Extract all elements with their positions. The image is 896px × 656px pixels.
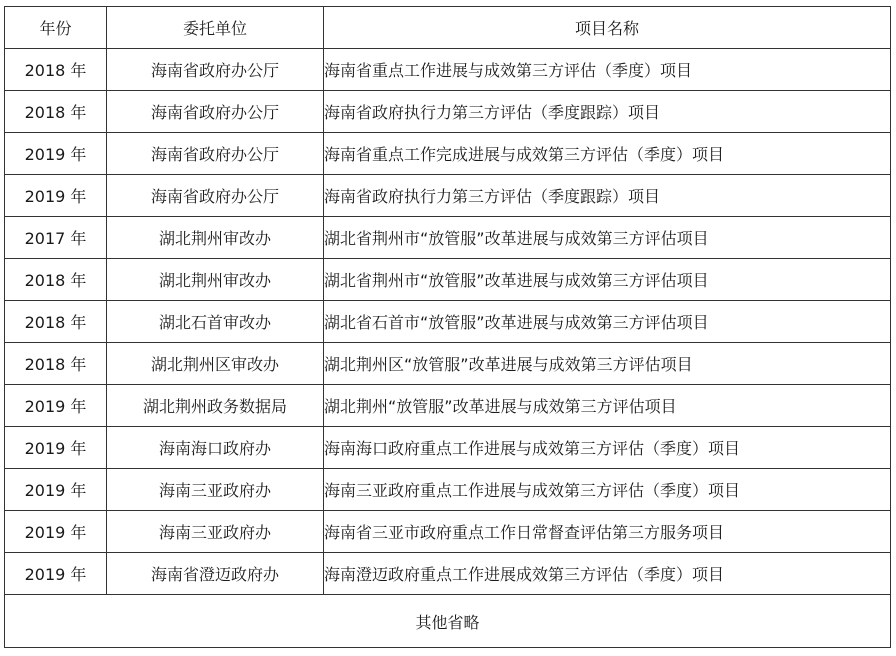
cell-name: 湖北荆州“放管服”改革进展与成效第三方评估项目 [324, 385, 891, 427]
cell-unit: 海南省政府办公厅 [107, 175, 324, 217]
cell-unit: 湖北荆州政务数据局 [107, 385, 324, 427]
cell-name: 海南三亚政府重点工作进展与成效第三方评估（季度）项目 [324, 469, 891, 511]
cell-unit: 海南三亚政府办 [107, 511, 324, 553]
cell-year: 2017 年 [5, 217, 107, 259]
table-row [5, 175, 891, 217]
cell-year: 2019 年 [5, 553, 107, 595]
cell-name: 海南省政府执行力第三方评估（季度跟踪）项目 [324, 175, 891, 217]
cell-year: 2018 年 [5, 49, 107, 91]
cell-unit: 海南省政府办公厅 [107, 133, 324, 175]
cell-name: 湖北省荆州市“放管服”改革进展与成效第三方评估项目 [324, 217, 891, 259]
cell-name: 海南省政府执行力第三方评估（季度跟踪）项目 [324, 91, 891, 133]
header-year: 年份 [5, 7, 107, 49]
cell-name: 湖北省石首市“放管服”改革进展与成效第三方评估项目 [324, 301, 891, 343]
header-unit: 委托单位 [107, 7, 324, 49]
cell-year: 2019 年 [5, 133, 107, 175]
cell-name: 海南省重点工作进展与成效第三方评估（季度）项目 [324, 49, 891, 91]
table-row [5, 49, 891, 91]
table-row [5, 343, 891, 385]
cell-unit: 海南海口政府办 [107, 427, 324, 469]
table-row [5, 553, 891, 595]
cell-unit: 湖北石首审改办 [107, 301, 324, 343]
cell-year: 2018 年 [5, 301, 107, 343]
table-row [5, 91, 891, 133]
table-row [5, 217, 891, 259]
cell-year: 2019 年 [5, 385, 107, 427]
table-row [5, 259, 891, 301]
cell-name: 海南海口政府重点工作进展与成效第三方评估（季度）项目 [324, 427, 891, 469]
table-row [5, 469, 891, 511]
cell-unit: 湖北荆州审改办 [107, 217, 324, 259]
footer-note: 其他省略 [5, 595, 891, 648]
cell-name: 海南澄迈政府重点工作进展成效第三方评估（季度）项目 [324, 553, 891, 595]
header-row [5, 7, 891, 49]
cell-unit: 海南省澄迈政府办 [107, 553, 324, 595]
table-row [5, 511, 891, 553]
table-row [5, 385, 891, 427]
cell-unit: 湖北荆州区审改办 [107, 343, 324, 385]
cell-unit: 湖北荆州审改办 [107, 259, 324, 301]
cell-name: 海南省三亚市政府重点工作日常督查评估第三方服务项目 [324, 511, 891, 553]
cell-name: 湖北荆州区“放管服”改革进展与成效第三方评估项目 [324, 343, 891, 385]
cell-name: 湖北省荆州市“放管服”改革进展与成效第三方评估项目 [324, 259, 891, 301]
header-name: 项目名称 [324, 7, 891, 49]
table-row [5, 427, 891, 469]
table-body [5, 49, 891, 595]
cell-unit: 海南省政府办公厅 [107, 91, 324, 133]
cell-year: 2019 年 [5, 427, 107, 469]
cell-name: 海南省重点工作完成进展与成效第三方评估（季度）项目 [324, 133, 891, 175]
footer-row [5, 595, 891, 648]
project-table [4, 6, 891, 648]
cell-year: 2018 年 [5, 343, 107, 385]
cell-year: 2019 年 [5, 469, 107, 511]
cell-unit: 海南省政府办公厅 [107, 49, 324, 91]
table-row [5, 133, 891, 175]
cell-year: 2019 年 [5, 175, 107, 217]
cell-year: 2018 年 [5, 259, 107, 301]
cell-year: 2019 年 [5, 511, 107, 553]
table-row [5, 301, 891, 343]
cell-year: 2018 年 [5, 91, 107, 133]
cell-unit: 海南三亚政府办 [107, 469, 324, 511]
